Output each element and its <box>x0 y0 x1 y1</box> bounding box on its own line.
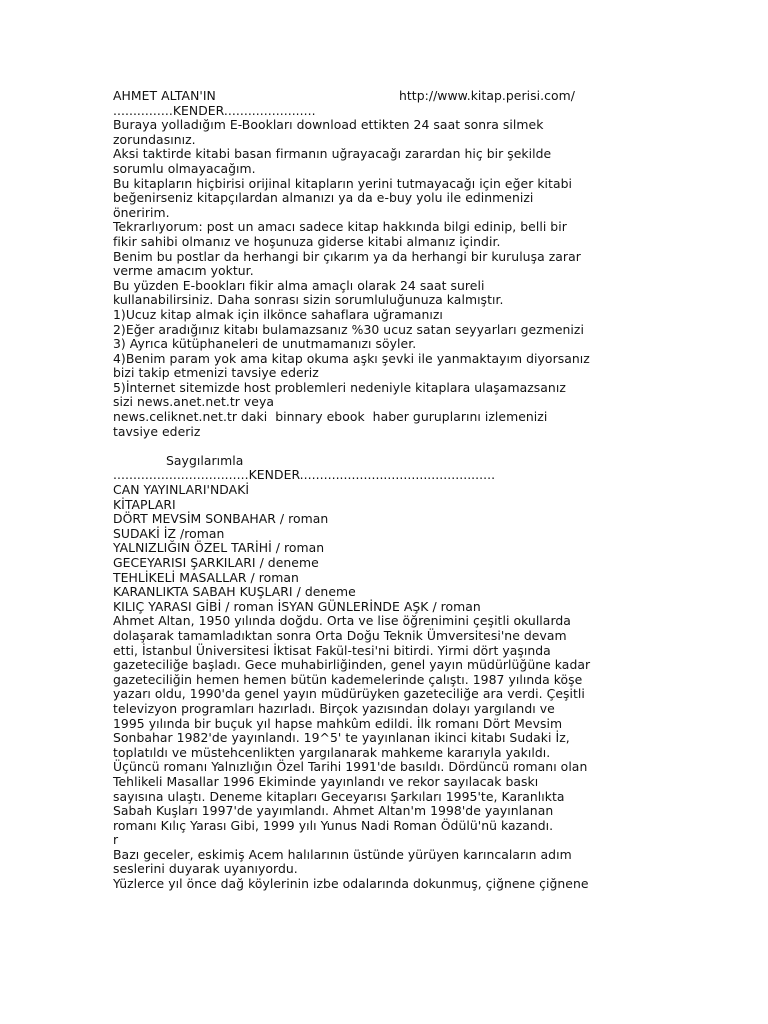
blank-line <box>113 439 768 454</box>
text-line: kullanabilirsiniz. Daha sonrası sizin sorumluluğunuza kalmıştır. <box>113 292 504 308</box>
text-line: Ahmet Altan, 1950 yılında doğdu. Orta ve lise öğrenimini çeşitli okullarda <box>113 613 571 629</box>
text-line: 1995 yılında bir buçuk yıl hapse mahkûm edildi. İlk romanı Dört Mevsim <box>113 715 563 731</box>
text-line: news.celiknet.net.tr daki binnary ebook haber guruplarını izlemenizi <box>113 409 548 425</box>
text-line: Tekrarlıyorum: post un amacı sadece kitap hakkında bilgi edinip, belli bir <box>113 219 567 235</box>
text-line: seslerini duyarak uyanıyordu. <box>113 861 298 877</box>
header-row <box>113 89 768 104</box>
text-line: sizi news.anet.net.tr veya <box>113 394 274 410</box>
text-line: gazeteciliğin hemen hemen bütün kademelerinde çalıştı. 1987 yılında köşe <box>113 671 583 687</box>
text-line: zorundasınız. <box>113 131 196 147</box>
text-line: romanı Kılıç Yarası Gibi, 1999 yılı Yunus Nadi Roman Ödülü'nü kazandı. <box>113 817 554 833</box>
text-line: 4)Benim param yok ama kitap okuma aşkı şevki ile yanmaktayım diyorsanız <box>113 350 590 366</box>
text-line: 2)Eğer aradığınız kitabı bulamazsanız %30 ucuz satan seyyarları gezmenizi <box>113 321 584 337</box>
text-line: Yüzlerce yıl önce dağ köylerinin izbe odalarında dokunmuş, çiğnene çiğnene <box>113 876 589 892</box>
text-line: bizi takip etmenizi tavsiye ederiz <box>113 365 319 381</box>
text-line: Aksi taktirde kitabi basan firmanın uğrayacağı zarardan hiç bir şekilde <box>113 146 552 162</box>
author-heading: AHMET ALTAN'IN <box>113 88 216 103</box>
text-line: Sabah Kuşları 1997'de yayımlandı. Ahmet Altan'm 1998'de yayınlanan <box>113 803 554 819</box>
text-line: TEHLİKELİ MASALLAR / roman <box>113 569 299 585</box>
text-line: dolaşarak tamamladıktan sonra Orta Doğu Teknik Ümversitesi'ne devam <box>113 627 567 643</box>
text-line: CAN YAYINLARI'NDAKİ <box>113 482 250 498</box>
intro-section <box>113 104 768 440</box>
text-line: KİTAPLARI <box>113 496 176 512</box>
text-line: SUDAKİ İZ /roman <box>113 525 225 541</box>
text-line: 3) Ayrıca kütüphaneleri de unutmamanızı söyler. <box>113 336 417 352</box>
text-line: r <box>113 832 119 848</box>
text-line: ...............KENDER....................... <box>113 102 316 118</box>
text-line: beğenirseniz kitapçılardan almanızı ya da e-buy yolu ile edinmenizi <box>113 190 534 206</box>
text-line: ..................................KENDER................................................. <box>113 467 496 483</box>
signoff: Saygılarımla <box>166 452 244 468</box>
text-line: fikir sahibi olmanız ve hoşunuza giderse kitabi almanız içindir. <box>113 233 501 249</box>
text-line: Buraya yolladığım E-Bookları download ettikten 24 saat sonra silmek <box>113 117 544 133</box>
text-line: verme amacım yoktur. <box>113 263 254 279</box>
text-line: sorumlu olmayacağım. <box>113 160 256 176</box>
source-url: http://www.kitap.perisi.com/ <box>399 88 575 103</box>
text-line: Bu yüzden E-bookları fikir alma amaçlı olarak 24 saat sureli <box>113 277 485 293</box>
text-line: öneririm. <box>113 204 170 220</box>
text-line: Sonbahar 1982'de yayınlandı. 19^5' te yayınlanan ikinci kitabı Sudaki İz, <box>113 730 570 746</box>
text-line: tavsiye ederiz <box>113 423 201 439</box>
text-line: sayısına ulaştı. Deneme kitapları Geceyarısı Şarkıları 1995'te, Karanlıkta <box>113 788 565 804</box>
text-line: gazeteciliğe başladı. Gece muhabirliğinden, genel yayın müdürlüğüne kadar <box>113 657 591 673</box>
text-line: etti, İstanbul Üniversitesi İktisat Fakül-tesi'ni bitirdi. Yirmi dört yaşında <box>113 642 551 658</box>
text-line: DÖRT MEVSİM SONBAHAR / roman <box>113 511 329 527</box>
text-line: yazarı oldu, 1990'da genel yayın müdürüyken gazeteciliğe ara verdi. Çeşitli <box>113 686 585 702</box>
text-line: Üçüncü romanı Yalnızlığın Özel Tarihi 1991'de basıldı. Dördüncü romanı olan <box>113 759 588 775</box>
text-line: GECEYARISI ŞARKILARI / deneme <box>113 555 319 570</box>
text-line: KILIÇ YARASI GİBİ / roman İSYAN GÜNLERİNDE AŞK / roman <box>113 598 481 614</box>
body-section <box>113 468 768 891</box>
text-line: YALNIZLIĞIN ÖZEL TARİHİ / roman <box>113 540 325 556</box>
text-line: KARANLIKTA SABAH KUŞLARI / deneme <box>113 584 356 600</box>
text-line: Tehlikeli Masallar 1996 Ekiminde yayınlandı ve rekor sayılacak baskı <box>113 773 539 789</box>
text-line: Bazı geceler, eskimiş Acem halılarının üstünde yürüyen karıncaların adım <box>113 846 572 862</box>
text-line: televizyon programları hazırladı. Birçok yazısından dolayı yargılandı ve <box>113 700 555 716</box>
text-line: 5)İnternet sitemizde host problemleri nedeniyle kitaplara ulaşamazsanız <box>113 379 566 395</box>
text-line: toplatıldı ve müstehcenlikten yargılanarak mahkeme kararıyla yakıldı. <box>113 744 551 760</box>
text-line: Benim bu postlar da herhangi bir çıkarım ya da herhangi bir kuruluşa zarar <box>113 248 581 264</box>
text-line: Bu kitapların hiçbirisi orijinal kitapların yerini tutmayacağı için eğer kitabi <box>113 175 573 191</box>
text-line: 1)Ucuz kitap almak için ilkönce sahaflara uğramanızı <box>113 306 443 322</box>
